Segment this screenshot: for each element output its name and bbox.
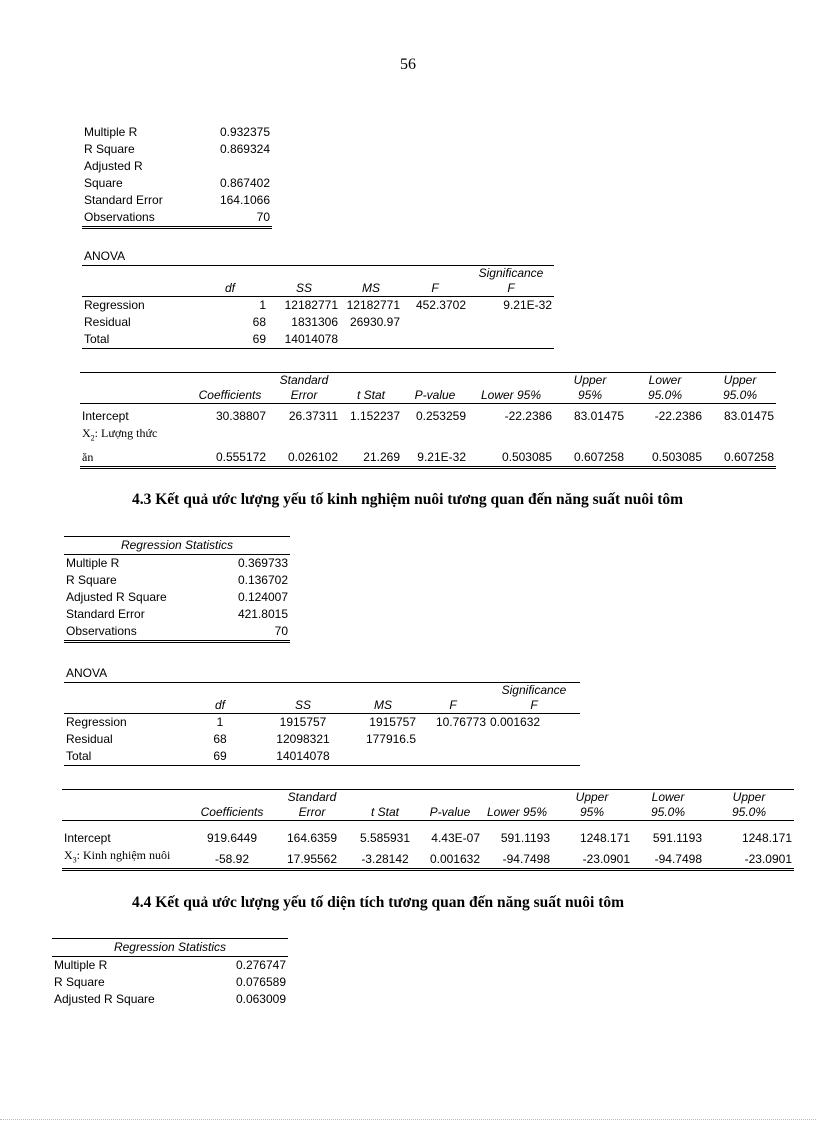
stat-value: 0.063009 [235, 992, 286, 1006]
stat-value: 70 [212, 623, 290, 642]
column-header: 95% [554, 388, 626, 404]
stat-label: Multiple R [54, 958, 108, 972]
column-header: SS [268, 281, 340, 297]
regression-stats-table-2 [64, 536, 290, 643]
stat-label: Standard Error [84, 193, 163, 207]
column-header: df [182, 698, 258, 714]
column-header: 95% [552, 805, 632, 821]
stat-label: R Square [84, 142, 135, 156]
anova-title: ANOVA [64, 665, 580, 683]
column-header: Lower [632, 790, 704, 806]
table-title: Regression Statistics [52, 939, 288, 957]
column-header: F [418, 698, 488, 714]
column-header: df [192, 281, 268, 297]
column-header: Coefficients [192, 388, 268, 404]
variable-label: $X_3$: Kinh nghiệm nuôi [62, 847, 192, 870]
column-header: 95.0% [704, 805, 794, 821]
column-header: MS [340, 281, 402, 297]
table-row: Residual 68 1831306 26930.97 [84, 315, 400, 329]
table-row: Total 69 14014078 [64, 748, 580, 766]
stat-value: 0.867402 [219, 176, 270, 190]
section-heading-4-4: 4.4 Kết quả ước lượng yếu tố diện tích tương quan đến năng suất nuôi tôm [132, 894, 625, 911]
column-header: Upper [552, 790, 632, 806]
stat-label: Adjusted R [84, 159, 143, 173]
stat-value: 0.369733 [237, 556, 288, 570]
column-header: F [402, 281, 468, 297]
column-header: SS [258, 698, 348, 714]
column-header: Lower 95% [468, 388, 554, 404]
stat-label: Observations [82, 209, 206, 228]
table-row: $X_3$: Kinh nghiệm nuôi -58.92 17.95562 -3.28142 0.001632 -94.7498 -23.0901 -94.7498 -23.0901 [62, 847, 794, 870]
column-header: Lower 95% [482, 805, 552, 821]
anova-table-2 [64, 665, 580, 766]
column-header: Upper [704, 790, 794, 806]
column-header: t Stat [352, 805, 418, 821]
column-header: Lower [626, 373, 704, 389]
stat-value: 0.124007 [237, 590, 288, 604]
column-header: 95.0% [626, 388, 704, 404]
column-header: F [488, 698, 580, 714]
stat-label: Multiple R [66, 556, 120, 570]
anova-table-1 [82, 248, 554, 349]
table-row: Regression 1 1915757 1915757 10.76773 0.001632 [66, 715, 541, 729]
stat-value: 164.1066 [219, 193, 270, 207]
regression-stats-table-3 [52, 938, 288, 1008]
coefficients-table-2 [62, 789, 794, 871]
column-header: P-value [402, 388, 468, 404]
stat-value: 421.8015 [237, 607, 288, 621]
stat-label: R Square [54, 975, 105, 989]
stat-label: Adjusted R Square [54, 992, 155, 1006]
stat-label: Adjusted R Square [66, 590, 167, 604]
stat-label: Observations [64, 623, 212, 642]
anova-title: ANOVA [82, 248, 554, 266]
column-header: F [468, 281, 554, 297]
stat-value: 0.869324 [219, 142, 270, 156]
column-header: Error [272, 805, 352, 821]
column-header: Standard [268, 373, 340, 389]
column-header: Coefficients [192, 805, 272, 821]
column-header: 95.0% [632, 805, 704, 821]
table-row: ăn 0.555172 0.026102 21.269 9.21E-32 0.503085 0.607258 0.503085 0.607258 [80, 446, 776, 468]
column-header: Error [268, 388, 340, 404]
coefficients-table-1 [80, 372, 776, 469]
stat-value: 0.136702 [237, 573, 288, 587]
page-bottom-rule [0, 1119, 816, 1120]
column-header: Significance [501, 683, 567, 697]
column-header: MS [348, 698, 418, 714]
column-header: P-value [418, 805, 482, 821]
table-row: Intercept 919.6449 164.6359 5.585931 4.43E-07 591.1193 1248.171 591.1193 1248.171 [64, 831, 792, 845]
page-number: 56 [400, 56, 416, 73]
stat-value: 0.932375 [219, 125, 270, 139]
stat-label: Multiple R [84, 125, 138, 139]
stat-label: Square [84, 176, 123, 190]
stat-label: R Square [66, 573, 117, 587]
section-heading-4-3: 4.3 Kết quả ước lượng yếu tố kinh nghiệm nuôi tương quan đến năng suất nuôi tôm [132, 491, 684, 508]
table-title: Regression Statistics [64, 537, 290, 555]
regression-stats-table-1 [82, 124, 272, 229]
table-row: Residual 68 12098321 177916.5 [66, 732, 416, 746]
variable-label: $X_2$: Lượng thức [82, 426, 158, 443]
table-row: Intercept 30.38807 26.37311 1.152237 0.253259 -22.2386 83.01475 -22.2386 83.01475 [82, 409, 774, 423]
stat-value: 0.276747 [235, 958, 286, 972]
column-header: Upper [554, 373, 626, 389]
table-row: Regression 1 12182771 12182771 452.3702 9.21E-32 [84, 298, 552, 312]
column-header: Standard [272, 790, 352, 806]
column-header: Upper [704, 373, 776, 389]
stat-label: Standard Error [66, 607, 145, 621]
stat-value: 0.076589 [235, 975, 286, 989]
column-header: Significance [478, 266, 544, 280]
stat-value: 70 [206, 209, 272, 228]
table-row: Total 69 14014078 [82, 331, 554, 349]
column-header: 95.0% [704, 388, 776, 404]
column-header: t Stat [340, 388, 402, 404]
